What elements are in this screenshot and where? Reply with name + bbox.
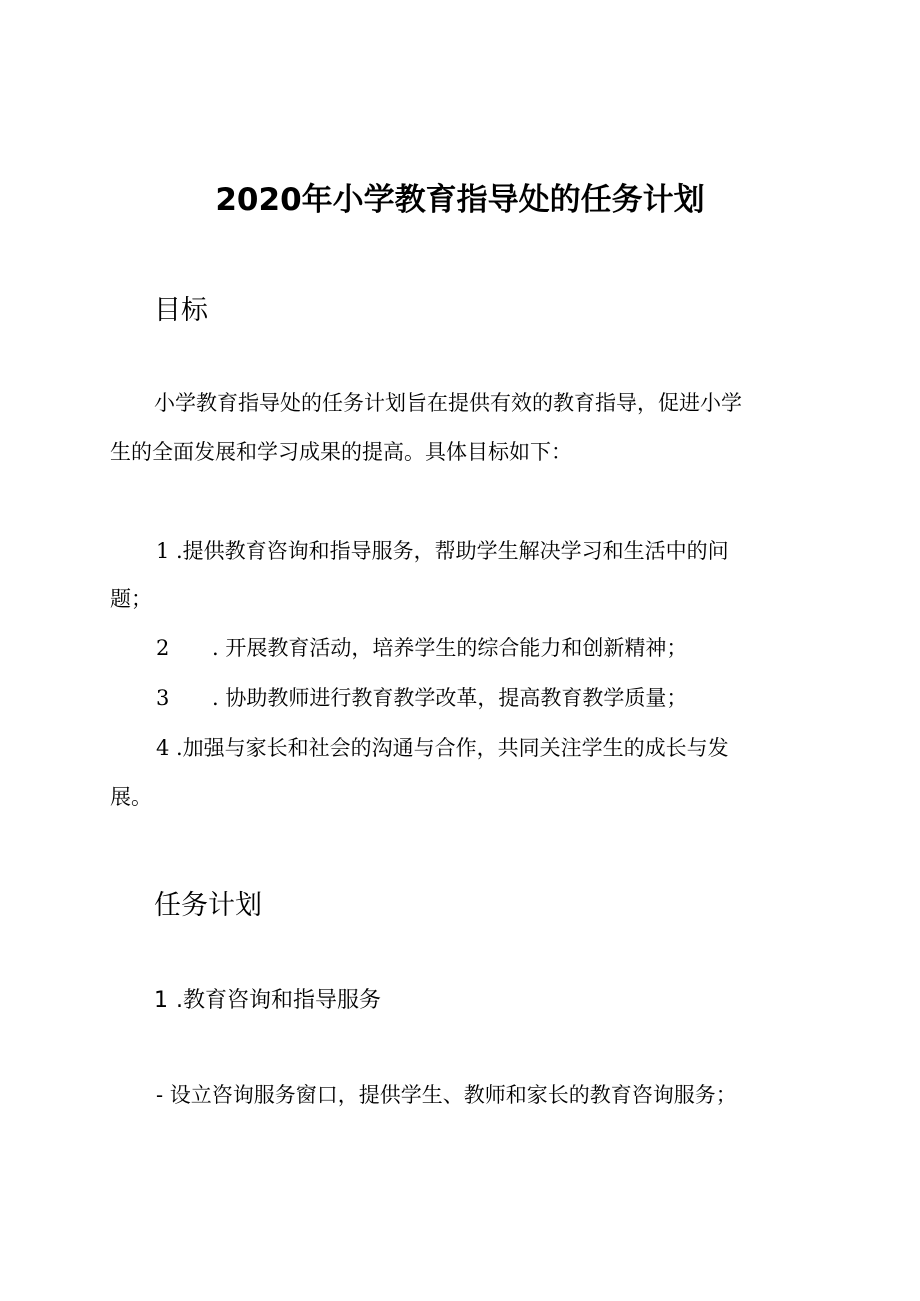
goal-item-text: . 开展教育活动，培养学生的综合能力和创新精神； bbox=[212, 636, 688, 660]
goal-item-2 bbox=[156, 631, 687, 665]
goal-item-text: .加强与家长和社会的沟通与合作，共同关注学生的成长与发 bbox=[176, 736, 729, 760]
goal-intro-line-1: 小学教育指导处的任务计划旨在提供有效的教育指导，促进小学 bbox=[154, 391, 742, 415]
plan-subsection-title bbox=[154, 984, 381, 1018]
goal-item-number: 2 bbox=[156, 636, 170, 660]
goal-item-1-continuation: 题； bbox=[110, 587, 152, 611]
goal-item-1 bbox=[156, 534, 729, 568]
goal-item-text: .提供教育咨询和指导服务，帮助学生解决学习和生活中的问 bbox=[176, 539, 729, 563]
plan-heading: 任务计划 bbox=[154, 890, 262, 921]
plan-bullet-item: - 设立咨询服务窗口，提供学生、教师和家长的教育咨询服务； bbox=[156, 1083, 737, 1107]
goal-heading: 目标 bbox=[154, 295, 208, 326]
plan-subsection-text: .教育咨询和指导服务 bbox=[176, 988, 381, 1013]
goal-intro-line-2: 生的全面发展和学习成果的提高。具体目标如下： bbox=[110, 440, 572, 464]
goal-item-number: 3 bbox=[156, 686, 170, 710]
goal-item-text: . 协助教师进行教育教学改革，提高教育教学质量； bbox=[212, 686, 688, 710]
goal-item-4-continuation: 展。 bbox=[110, 785, 152, 809]
page-title: 2020年小学教育指导处的任务计划 bbox=[215, 182, 705, 218]
goal-item-number: 4 bbox=[156, 736, 170, 760]
goal-item-number: 1 bbox=[156, 539, 170, 563]
goal-item-3 bbox=[156, 681, 687, 715]
goal-item-4 bbox=[156, 731, 729, 765]
plan-subsection-number: 1 bbox=[154, 988, 168, 1013]
